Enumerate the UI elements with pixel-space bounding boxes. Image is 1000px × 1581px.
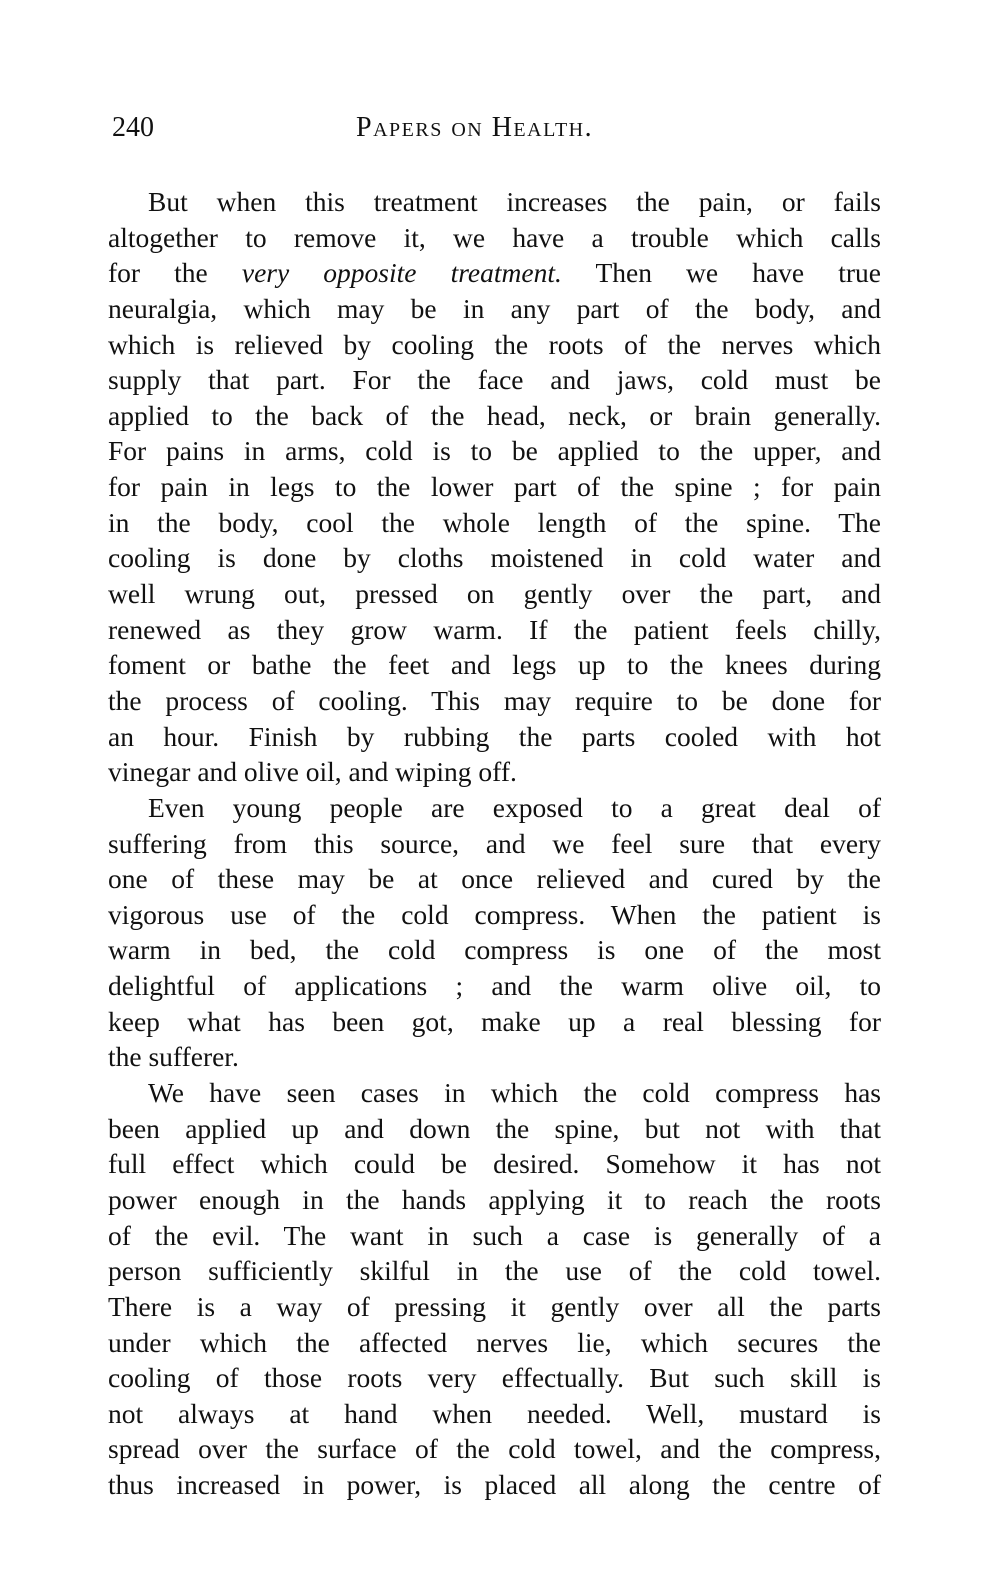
text-line: under which the affected nerves lie, which secures the [108,1326,881,1358]
text-line: of the evil. The want in such a case is generally of a [108,1219,881,1251]
paragraph [108,184,881,790]
text-line: cooling of those roots very effectually. But such skill is [108,1362,881,1394]
text-line: power enough in the hands applying it to reach the roots [108,1183,881,1215]
text-line: cooling is done by cloths moistened in cold water and [108,542,881,574]
text-line: been applied up and down the spine, but not with that [108,1112,881,1144]
body-text [108,184,881,1503]
text-line: thus increased in power, is placed all along the centre of [108,1469,881,1501]
text-line: altogether to remove it, we have a trouble which calls [108,221,881,253]
page-header [110,112,880,152]
paragraph [108,790,881,1075]
text-line: keep what has been got, make up a real blessing for [108,1005,881,1037]
text-line: not always at hand when needed. Well, mustard is [108,1397,881,1429]
text-line: an hour. Finish by rubbing the parts cooled with hot [108,720,881,752]
text-line: for pain in legs to the lower part of the spine ; for pain [108,471,881,503]
text-line: spread over the surface of the cold towel, and the compress, [108,1433,881,1465]
text-line: person sufficiently skilful in the use of the cold towel. [108,1255,881,1287]
text-line: There is a way of pressing it gently over all the parts [108,1290,881,1322]
text-line: renewed as they grow warm. If the patient feels chilly, [108,613,881,645]
running-title: Papers on Health. [356,112,594,143]
paragraph [108,1075,881,1503]
text-segment: for the [108,257,242,289]
text-line: Even young people are exposed to a great deal of [148,791,881,823]
text-line: applied to the back of the head, neck, or brain generally. [108,399,881,431]
text-line [108,255,881,291]
page-number: 240 [112,112,154,143]
text-line: neuralgia, which may be in any part of the body, and [108,292,881,324]
text-line: suffering from this source, and we feel sure that every [108,827,881,859]
text-line: vinegar and olive oil, and wiping off. [108,756,517,788]
text-line: foment or bathe the feet and legs up to the knees during [108,649,881,681]
text-line: one of these may be at once relieved and cured by the [108,863,881,895]
text-line: the process of cooling. This may require to be done for [108,684,881,716]
text-line: delightful of applications ; and the warm olive oil, to [108,970,881,1002]
text-line: the sufferer. [108,1041,239,1073]
text-line: supply that part. For the face and jaws, cold must be [108,364,881,396]
text-line: vigorous use of the cold compress. When the patient is [108,898,881,930]
text-segment: Then we have true [561,257,881,289]
text-line: For pains in arms, cold is to be applied to the upper, and [108,435,881,467]
text-line: well wrung out, pressed on gently over the part, and [108,578,881,610]
text-line: full effect which could be desired. Somehow it has not [108,1148,881,1180]
text-line: But when this treatment increases the pain, or fails [148,186,881,217]
emphasis: very opposite treatment. [241,257,562,289]
text-line: which is relieved by cooling the roots of the nerves which [108,328,881,360]
text-line: We have seen cases in which the cold compress has [148,1077,881,1109]
text-line: in the body, cool the whole length of the spine. The [108,506,881,538]
text-line: warm in bed, the cold compress is one of the most [108,934,881,966]
